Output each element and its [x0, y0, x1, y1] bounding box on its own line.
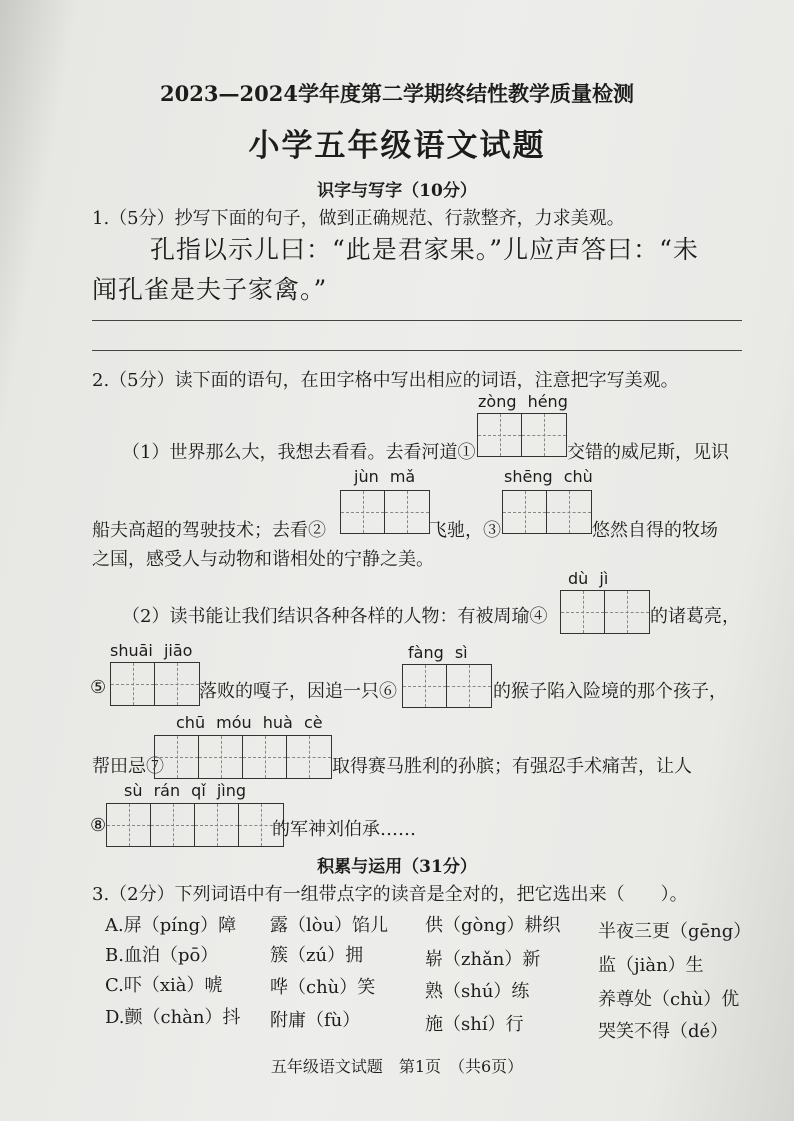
writing-line-1[interactable] [92, 320, 742, 321]
question-3-label: 3.（2分）下列词语中有一组带点字的读音是全对的，把它选出来（ ）。 [92, 884, 688, 905]
option-d-3: 施（shí）行 [425, 1014, 524, 1035]
grid-answer-3[interactable] [502, 490, 592, 534]
grid-answer-6[interactable] [402, 664, 492, 708]
option-d-4: 哭笑不得（dé） [598, 1021, 729, 1042]
grid-answer-8[interactable] [106, 803, 284, 847]
option-b-1: B.血泊（pō） [105, 945, 219, 966]
option-a-1: A.屏（píng）障 [105, 915, 237, 936]
question-1-label: 1.（5分）抄写下面的句子，做到正确规范、行款整齐，力求美观。 [92, 208, 625, 229]
grid-answer-4[interactable] [560, 590, 650, 634]
option-c-3: 熟（shú）练 [425, 981, 530, 1002]
q2-p2-text-b: 的诸葛亮， [650, 606, 740, 627]
q2-p2-text-f: 帮田忌⑦ [92, 756, 164, 777]
option-b-2: 簇（zú）拥 [270, 945, 364, 966]
option-c-1: C.吓（xià）唬 [105, 975, 223, 996]
option-a-3: 供（gòng）耕织 [425, 915, 561, 936]
q2-p1-text-a: （1）世界那么大，我想去看看。去看河道① [122, 442, 476, 463]
grid-answer-2[interactable] [340, 490, 430, 534]
section-title-accumulation: 积累与运用（31分） [317, 857, 477, 877]
option-a-4: 半夜三更（gēng） [598, 921, 752, 942]
question-2-label: 2.（5分）读下面的语句，在田字格中写出相应的词语，注意把字写美观。 [92, 370, 679, 391]
option-b-4: 监（jiàn）生 [598, 955, 704, 976]
option-d-2: 附庸（fù） [270, 1010, 361, 1031]
page-footer: 五年级语文试题 第1页 （共6页） [270, 1057, 524, 1076]
q2-p2-text-h: ⑧ [90, 815, 107, 836]
question-1-sentence-line1: 孔指以示儿曰：“此是君家果。”儿应声答曰：“未 [150, 235, 699, 264]
q2-p1-text-f: 之国，感受人与动物和谐相处的宁静之美。 [92, 549, 434, 570]
grid-answer-5[interactable] [110, 662, 200, 706]
q2-p1-text-e: 悠然自得的牧场 [592, 520, 718, 541]
exam-title-line2: 小学五年级语文试题 [248, 128, 546, 164]
writing-line-2[interactable] [92, 350, 742, 351]
pinyin-1: zòng héng [478, 392, 568, 411]
pinyin-8: sù rán qǐ jìng [124, 781, 247, 800]
pinyin-7: chū móu huà cè [176, 713, 323, 732]
pinyin-6: fàng sì [408, 643, 468, 662]
exam-title-line1: 2023—2024学年度第二学期终结性教学质量检测 [160, 81, 634, 106]
option-a-2: 露（lòu）馅儿 [270, 915, 389, 936]
q2-p2-text-a: （2）读书能让我们结识各种各样的人物：有被周瑜④ [122, 606, 548, 627]
grid-answer-7[interactable] [154, 735, 332, 779]
option-b-3: 崭（zhǎn）新 [425, 949, 541, 970]
q2-p1-text-b: 交错的威尼斯，见识 [567, 442, 729, 463]
q2-p2-text-d: 落败的嘎子，因追一只⑥ [199, 681, 397, 702]
section-title-literacy: 识字与写字（10分） [317, 181, 477, 201]
q2-p1-text-c: 船夫高超的驾驶技术；去看② [92, 520, 326, 541]
pinyin-4: dù jì [568, 569, 609, 588]
q2-p2-text-g: 取得赛马胜利的孙膑；有强忍手术痛苦，让人 [332, 756, 692, 777]
q2-p2-text-i: 的军神刘伯承…… [272, 819, 416, 840]
option-c-2: 哗（chù）笑 [270, 977, 376, 998]
pinyin-2: jùn mǎ [354, 467, 416, 486]
option-c-4: 养尊处（chù）优 [598, 989, 740, 1010]
option-d-1: D.颤（chàn）抖 [105, 1007, 241, 1028]
pinyin-5: shuāi jiāo [110, 641, 193, 660]
grid-answer-1[interactable] [477, 413, 567, 457]
pinyin-3: shēng chù [504, 467, 593, 486]
q2-p2-text-c: ⑤ [90, 677, 107, 698]
question-1-sentence-line2: 闻孔雀是夫子家禽。” [92, 275, 328, 304]
q2-p1-text-d: 飞驰，③ [429, 520, 501, 541]
q2-p2-text-e: 的猴子陷入险境的那个孩子， [493, 681, 727, 702]
